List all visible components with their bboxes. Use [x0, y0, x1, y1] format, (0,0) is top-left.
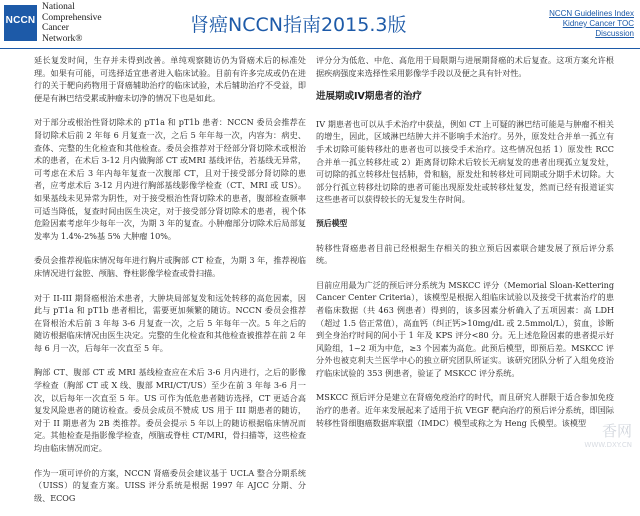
org-line-3: Cancer [42, 23, 69, 33]
discussion-link[interactable]: Discussion [595, 29, 634, 38]
organization-name [42, 2, 102, 44]
page-header [0, 0, 640, 46]
body-paragraph: 评分分为低危、中危、高危用于局限期与进展期肾癌的术后复查。这项方案允许根据疾病强度来选择性采用影像学手段以及便之具有针对性。 [316, 55, 614, 78]
body-paragraph: 对于 II-III 期肾癌根治术患者，大肿块局部复发和远处转移的高危因素，因此与 pT1a 和 pT1b 患者相比，需要更加频繁的随访。NCCN 委员会推荐在肾根治术后前 3 年每 3-6 月复查一次，之后 5 年每年一次。5 年之后的随访根据临床情况由医生决定。完整的生化检查和其他检查被推荐在前 2 年每 6 月一次，后每年一次直至 5 年。 [34, 292, 306, 353]
body-paragraph: 胸部 CT、腹部 CT 或 MRI 基线检查应在术后 3-6 月内进行，之后的影像学检查（胸部 CT 或 X 线、腹部 MRI/CT/US）至少在前 3 年每 3-6 月一次，以后每年一次直至 5 年。US 可作为低危患者随访选择，CT 更适合高复发风险患者的随访检查。委员会成员不赞成 US 用于 III 期患者的随访，对于 II 期患者为 2B 类推荐。委员会提示 5 年以上的随访根据临床情况而定。其他检查是指影像学检查，颅脑或脊柱 CT/MRI，骨扫描等，这些检查均由临床情况而定。 [34, 367, 306, 454]
body-paragraph: MSKCC 预后评分是建立在肾癌免疫治疗的时代，而且研究人群限于适合参加免疫治疗的患者。近年来发展起来了适用于抗 VEGF 靶向治疗的预后评分系统，即国际转移性肾细胞癌数据库联盟（IMDC）模型或称之为 Heng 氏模型。该模型 [316, 392, 614, 428]
kidney-cancer-toc-link[interactable]: Kidney Cancer TOC [562, 19, 634, 28]
document-title: 肾癌NCCN指南2015.3版 [190, 14, 407, 36]
body-paragraph: 作为一项可评价的方案，NCCN 肾癌委员会建议基于 UCLA 整合分期系统（UISS）的复查方案。UISS 评分系统是根据 1997 年 AJCC 分期、分级、ECOG [34, 467, 306, 503]
section-heading: 进展期或IV期患者的治疗 [316, 91, 422, 103]
body-paragraph: 目前应用最为广泛的预后评分系统为 MSKCC 评分（Memorial Sloan-Kettering Cancer Center Criteria），该模型是根据入组临床试验以及接受干扰素治疗的患者临床数据（共 463 例患者）得到的，该多因素分析确入了五项因素：高 LDH（超过 1.5 倍正常值），高血钙（纠正钙>10mg/dL 或 2.5mmol/L），贫血，诊断到全身治疗时间的间小于 1 年及 KPS 评分<80 分。无上述危险因素的患者提示好风险组，1~2 项为中危，≥3 个因素为高危。此预后模型，即预后差。MSKCC 评分外也被克利夫兰医学中心的独立研究团队所证实。该研究团队分析了入组免疫治疗临床试验的 353 例患者，验证了 MSKCC 评分系统。 [316, 279, 614, 378]
guidelines-index-link[interactable]: NCCN Guidelines Index [549, 9, 634, 18]
body-paragraph: 延长复发时间，生存并未得到改善。单纯观察随访仍为肾癌术后的标准处理。如果有可能，可选择适宜患者进入临床试验。目前有许多完成或仍在进行的关于靶向药物用于肾癌辅助治疗的临床试验，术后辅助治疗不受益，即便是有淋巴结受累或肿瘤未切净的情况下也是如此。 [34, 55, 306, 103]
right-column [316, 54, 614, 441]
body-paragraph: 对于部分或根治性肾切除术的 pT1a 和 pT1b 患者：NCCN 委员会推荐在肾切除术后前 2 年每 6 月复查一次，之后 5 年年每一次，内容为：病史、查体、完整的生化检查和其他检查。委员会推荐对于经部分肾切除术或根治术的患者，在术后 3-12 月内做胸部 CT 或MRI 基线评估，若基线无异常，可考虑在术后 3 年内每年复查一次腹部 CT，且对于接受部分肾切除的患者，应考虑术后 3-12 月内进行胸部基线影像学检查（CT、MRI 或 US）。如果基线未见异常为阴性，对于接受根治性肾切除术的患者，腹部检查频率可适当降低，复查时间由医生决定，对于接受部分肾切除术的患者，视个体危险因素考虑年少每年一次，为期 3 年的复查。小肿瘤部分切除术后局部复发率为 1.4%-2%基 5% 大肿瘤 10%。 [34, 117, 306, 241]
watermark-url: WWW.DXY.CN [584, 441, 632, 449]
org-line-2: Comprehensive [42, 12, 102, 23]
guideline-nav-links [549, 9, 634, 39]
header-divider [0, 48, 640, 49]
body-paragraph: 委员会推荐视临床情况每年进行胸片或胸部 CT 检查，为期 3 年，推荐视临床情况进行盆腔、颅脑、脊柱影像学检查或骨扫描。 [34, 255, 306, 278]
org-line-1: National [42, 2, 75, 12]
watermark-text: 香网 [601, 422, 632, 440]
site-watermark [584, 420, 632, 449]
nccn-logo-text: NCCN [5, 15, 36, 26]
left-column [34, 54, 306, 516]
subsection-heading: 预后模型 [316, 218, 348, 228]
org-line-4: Network® [42, 33, 83, 44]
body-paragraph: IV 期患者也可以从手术治疗中获益，例如 CT 上可疑的淋巴结可能是与肿瘤不相关的增生，因此，区域淋巴结肿大并不影响手术治疗。另外，原发灶合并单一孤立有手术切除可能转移灶的患者也可以接受手术治疗。这些情况包括 1）原发性 RCC 合并单一孤立转移灶或 2）距离肾切除术后较长无病复发的患者出现孤立复发灶，可切除的孤立转移灶包括肺，骨和脑，原发灶和转移灶可同期或分期手术切除。大部分行孤立转移灶切除的患者可能出现原发灶或转移灶复发，然而已经有报道证实这些患者可以获得较长的无复发生存时间。 [316, 118, 614, 205]
nccn-logo [4, 5, 37, 41]
body-paragraph: 转移性肾癌患者目前已经根据生存相关的独立预后因素联合建发展了预后评分系统。 [316, 242, 614, 266]
